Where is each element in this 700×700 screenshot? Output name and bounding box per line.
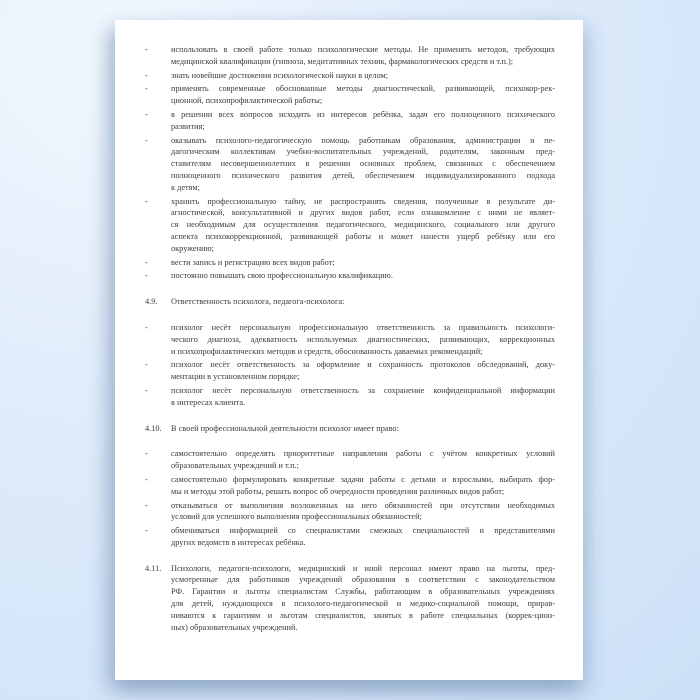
- item-lines: [171, 270, 555, 282]
- item-lines: [171, 44, 555, 68]
- text-line: оказывать психолого-педагогическую помощь работникам образования, администрации и пе-: [171, 135, 555, 145]
- text-line: агностической, консультативной и других видов работ, если ознакомление с ними не являет-: [171, 208, 555, 218]
- text-line: психолог несёт персональную профессиональную ответственность за правильность психологи-: [171, 322, 555, 332]
- text-line: и психопрофилактических методов и средств, обоснованность даваемых рекомендаций;: [171, 346, 483, 356]
- text-line: отказываться от выполнения возложенных на него обязанностей при отсутствии необходимых: [171, 500, 555, 510]
- list-item: [145, 196, 555, 255]
- section-411: [145, 563, 555, 634]
- text-line: ционной, психопрофилактической работы;: [171, 96, 323, 106]
- text-line: хранить профессиональную тайну, не распространять сведения, полученные в результате ди-: [171, 196, 555, 206]
- text-line: в интересах клиента.: [171, 397, 246, 407]
- text-line: для детей, нуждающихся в психолого-педагогической и медико-социальной помощи, прирав-: [171, 599, 555, 609]
- bullet-marker: -: [145, 526, 148, 536]
- section-number: 4.9.: [145, 297, 158, 307]
- list-item: [145, 525, 555, 549]
- text-line: постоянно повышать свою профессиональную квалификацию.: [171, 271, 393, 281]
- list-item: [145, 83, 555, 107]
- list-item: [145, 448, 555, 472]
- list-item: [145, 322, 555, 357]
- list-item: [145, 109, 555, 133]
- section-item: [145, 563, 555, 634]
- bullet-marker: -: [145, 45, 148, 54]
- list-item: [145, 385, 555, 409]
- text-line: окружению;: [171, 243, 214, 253]
- bullet-marker: -: [145, 360, 148, 370]
- bullet-list: [145, 322, 555, 409]
- bullet-marker: -: [145, 474, 148, 484]
- document-page: [115, 20, 583, 680]
- text-line: в решении всех вопросов исходить из интересов ребёнка, задач его полноценного психического: [171, 109, 555, 119]
- text-line: ных) образовательных учреждений.: [171, 622, 298, 632]
- bullet-marker: -: [145, 500, 148, 510]
- bullet-marker: -: [145, 84, 148, 94]
- text-line: РФ. Гарантии и льготы специалистам Службы, работающим в образовательных учреждениях: [171, 587, 555, 597]
- text-line: обмениваться информацией со специалистами смежных специальностей и представителями: [171, 526, 555, 536]
- item-lines: [171, 563, 555, 634]
- list-item: [145, 44, 555, 68]
- item-lines: [171, 109, 555, 133]
- text-line: применять современные обоснованные методы диагностической, развивающей, психокор-рек-: [171, 84, 555, 94]
- item-lines: [171, 359, 555, 383]
- item-lines: [171, 385, 555, 409]
- text-line: использовать в своей работе только психологические методы. Не применять методов, требующих: [171, 45, 555, 54]
- list-item: [145, 474, 555, 498]
- bullet-marker: -: [145, 322, 148, 332]
- text-line: условий для успешного выполнения профессиональных обязанностей;: [171, 512, 422, 522]
- item-lines: [171, 135, 555, 194]
- text-line: образовательных учреждений и т.п.;: [171, 461, 299, 471]
- text-line: полноценного психического развития детей, обеспечением индивидуализированного подхода: [171, 170, 555, 180]
- bullet-marker: -: [145, 135, 148, 145]
- item-lines: [171, 525, 555, 549]
- text-line: аспекта психокоррекционной, развивающей работы и может нанести ущерб ребёнку или его: [171, 231, 555, 241]
- text-line: к детям;: [171, 182, 200, 192]
- list-item: [145, 257, 555, 269]
- bullet-marker: -: [145, 271, 148, 281]
- text-line: Ответственность психолога, педагога-психолога:: [171, 297, 345, 307]
- list-item: [145, 135, 555, 194]
- item-lines: [171, 196, 555, 255]
- text-line: ся необходимым для осуществления педагогического, медицинского, социального или другого: [171, 220, 555, 230]
- text-line: усмотренные для работников учреждений образования в соответствии с законодательством: [171, 575, 555, 585]
- text-line: ниваются к гарантиям и льготам специалистов, занятых в работе специальных (коррек-цион-: [171, 610, 555, 620]
- text-line: Психологи, педагоги-психологи, медицинский и иной персонал имеют право на льготы, пред-: [171, 563, 555, 573]
- item-lines: [171, 423, 555, 435]
- section-number: 4.11.: [145, 563, 162, 573]
- text-line: ставителям несовершеннолетних в решении основных проблем, связанных с обеспечением: [171, 159, 555, 169]
- bullet-marker: -: [145, 257, 148, 267]
- text-line: мы и методы этой работы, решать вопрос об очередности проведения различных видов работ;: [171, 486, 505, 496]
- text-line: ментации в установленном порядке;: [171, 372, 300, 382]
- text-line: вести запись и регистрацию всех видов работ;: [171, 257, 335, 267]
- bullet-list: [145, 448, 555, 548]
- bullet-marker: -: [145, 385, 148, 395]
- list-item: [145, 70, 555, 82]
- section-49: [145, 296, 555, 308]
- document-content: [145, 44, 555, 647]
- item-lines: [171, 474, 555, 498]
- bullet-marker: -: [145, 196, 148, 206]
- text-line: дагогическим коллективам учебно-воспитательных учреждений, родителям, законным пред-: [171, 147, 555, 157]
- section-item: [145, 296, 555, 308]
- bullet-list: [145, 44, 555, 282]
- item-lines: [171, 322, 555, 357]
- list-item: [145, 270, 555, 282]
- bullet-marker: -: [145, 109, 148, 119]
- text-line: В своей профессиональной деятельности психолог имеет право:: [171, 423, 399, 433]
- text-line: самостоятельно формулировать конкретные задачи работы с детьми и взрослыми, выбирать фор-: [171, 474, 555, 484]
- section-number: 4.10.: [145, 423, 162, 433]
- item-lines: [171, 70, 555, 82]
- bullet-marker: -: [145, 449, 148, 459]
- text-line: других ведомств в интересах ребёнка.: [171, 537, 306, 547]
- item-lines: [171, 448, 555, 472]
- text-line: ческого диагноза, адекватность используемых диагностических, развивающих, коррекционных: [171, 334, 555, 344]
- section-410: [145, 423, 555, 435]
- item-lines: [171, 83, 555, 107]
- item-lines: [171, 257, 555, 269]
- list-item: [145, 359, 555, 383]
- text-line: самостоятельно определять приоритетные направления работы с учётом конкретных условий: [171, 449, 555, 459]
- section-item: [145, 423, 555, 435]
- item-lines: [171, 296, 555, 308]
- text-line: психолог несёт персональную ответственность за сохранение конфиденциальной информации: [171, 385, 555, 395]
- text-line: знать новейшие достижения психологической науки в целом;: [171, 70, 389, 80]
- text-line: психолог несёт ответственность за оформление и сохранность протоколов обследований, доку-: [171, 360, 555, 370]
- bullet-marker: -: [145, 70, 148, 80]
- text-line: развития;: [171, 121, 205, 131]
- list-item: [145, 500, 555, 524]
- text-line: медицинской квалификации (гипноза, медитативных техник, фармакологических средств и т.п.);: [171, 56, 514, 66]
- item-lines: [171, 500, 555, 524]
